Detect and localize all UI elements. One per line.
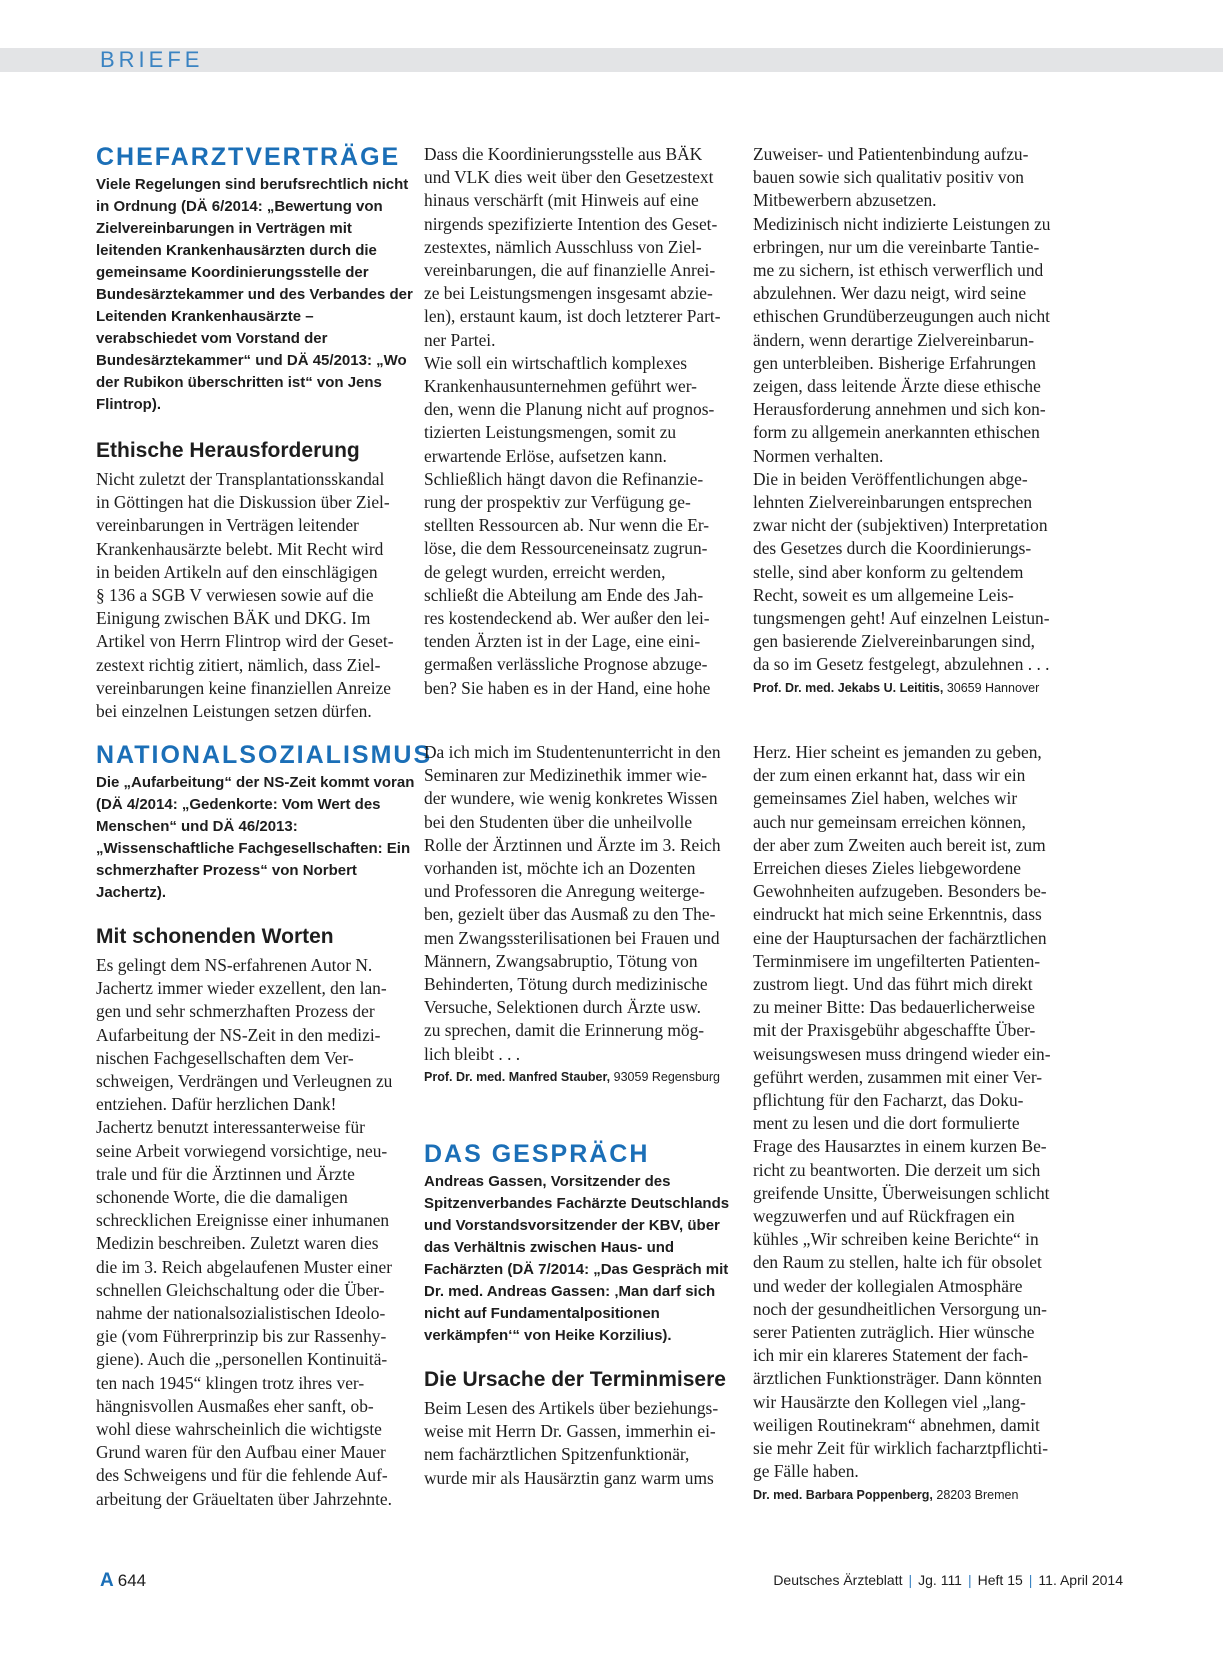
author-place: 30659 Hannover: [946, 680, 1040, 695]
article-chefarztvertraege-col3: [753, 143, 1075, 697]
author-name: Prof. Dr. med. Jekabs U. Leititis,: [753, 680, 944, 695]
letter-title: Ethische Herausforderung: [96, 439, 360, 462]
separator: |: [967, 1572, 972, 1588]
author-name: Prof. Dr. med. Manfred Stauber,: [424, 1069, 611, 1084]
article-chefarztvertraege-col2: [424, 143, 746, 700]
letter-title: Die Ursache der Terminmisere: [424, 1368, 726, 1391]
intro-text: Andreas Gassen, Vorsitzender des Spitzenverbandes Fachärzte Deutschlands und Vorstandsvorsitzender der KBV, über das Verhältnis zwischen Haus- und Fachärzten (DÄ 7/2014: „Das Gespräch mit Dr. med. Andreas Gassen: ‚Man darf sich nicht auf Fundamentalpositionen verkämpfen‘“ von Heike Korzilius).: [424, 1173, 730, 1344]
issue-date: 11. April 2014: [1038, 1572, 1123, 1588]
article-chefarztvertraege-intro: [96, 142, 418, 723]
letter-text: Dass die Koordinierungsstelle aus BÄK und VLK dies weit über den Gesetzestext hinaus verschärft (mit Hinweis auf eine nirgends spezifizierte Intention des Geset- zestextes, nämlich Ausschluss von Ziel- vereinbarungen, die auf finanzielle Anrei- ze bei Leistungsmengen insgesamt abzie- len), erstaunt kaum, ist doch letzterer Part- ner Partei. Wie soll ein wirtschaftlich komplexes Krankenhausunternehmen geführt wer- den, wenn die Planung nicht auf prognos- tizierten Leistungsmengen, somit zu erwartende Erlöse, aufsetzen kann. Schließlich hängt davon die Refinanzie- rung der prospektiv zur Verfügung ge- stellten Ressourcen ab. Nur wenn die Er- löse, die dem Ressourceneinsatz zugrun- de gelegt wurden, erreicht werden, schließt die Abteilung am Ende des Jah- res kostendeckend ab. Wer außer den lei- tenden Ärzten ist in der Lage, eine eini- germaßen verlässliche Prognose abzuge- ben? Sie haben es in der Hand, eine hohe: [424, 144, 721, 698]
author-place: 28203 Bremen: [936, 1487, 1019, 1502]
separator: |: [1028, 1572, 1033, 1588]
topic-heading: DAS GESPRÄCH: [424, 1140, 650, 1168]
section-label: BRIEFE: [100, 47, 204, 72]
signature: [753, 1486, 1075, 1504]
article-nationalsozialismus-intro: [96, 740, 433, 1511]
article-nationalsozialismus-col2: [424, 741, 746, 1086]
author-place: 93059 Regensburg: [613, 1069, 720, 1084]
intro-text: Viele Regelungen sind berufsrechtlich nicht in Ordnung (DÄ 6/2014: „Bewertung von Zielvereinbarungen in Verträgen mit leitenden Krankenhausärzten durch die gemeinsame Koordinierungsstelle der Bundesärztekammer und des Verbandes der Leitenden Krankenhausärzte – verabschiedet vom Vorstand der Bundesärztekammer“ und DÄ 45/2013: „Wo der Rubikon überschritten ist“ von Jens Flintrop).: [96, 176, 413, 413]
volume: Jg. 111: [918, 1572, 962, 1588]
letter-text: Herz. Hier scheint es jemanden zu geben, der zum einen erkannt hat, dass wir ein gemeinsames Ziel haben, welches wir auch nur gemeinsam erreichen können, der aber zum Zweiten auch bereit ist, zum Erreichen dieses Zieles liebgewordene Gewohnheiten aufzugeben. Besonders be- eindruckt hat mich seine Erkenntnis, dass eine der Hauptursachen der fachärztlichen Terminmisere im ungefilterten Patienten- zustrom liegt. Und das führt mich direkt zu meiner Bitte: Das bedauerlicherweise mit der Praxisgebühr abgeschaffte Über- weisungswesen muss dringend wieder ein- geführt werden, zusammen mit einer Ver- pflichtung für den Facharzt, das Doku- ment zu lesen und die dort formulierte Frage des Hausarztes in einem kurzen Be- richt zu beantworten. Die derzeit um sich greifende Unsitte, Überweisungen schlicht wegzuwerfen und auf Rückfragen ein kühles „Wir schreiben keine Berichte“ in den Raum zu stellen, halte ich für obsolet und weder der kollegialen Atmosphäre noch der gesundheitlichen Versorgung un- serer Patienten zuträglich. Hier wünsche ich mir ein klareres Statement der fach- ärztlichen Funktionsträger. Dann könnten wir Hausärzte den Kollegen viel „lang- weiligen Routinekram“ abnehmen, damit sie mehr Zeit für wirklich facharztpflichti- ge Fälle haben.: [753, 742, 1051, 1482]
page-number-value: 644: [117, 1571, 147, 1590]
signature: [753, 679, 1075, 697]
page-number: [100, 1570, 146, 1592]
page-letter: A: [100, 1570, 114, 1591]
issue: Heft 15: [977, 1572, 1023, 1588]
article-das-gespraech-col3: [753, 741, 1075, 1504]
signature: [424, 1068, 746, 1086]
letter-text: Es gelingt dem NS-erfahrenen Autor N. Jachertz immer wieder exzellent, den lan- gen und sehr schmerzhaften Prozess der Aufarbeitung der NS-Zeit in den medizi- nischen Fachgesellschaften dem Ver- schweigen, Verdrängen und Verleugnen zu entziehen. Dafür herzlichen Dank! Jachertz benutzt interessanterweise für seine Arbeit vorwiegend vorsichtige, neu- trale und für die Ärztinnen und Ärzte schonende Worte, die die damaligen schrecklichen Ereignisse einer inhumanen Medizin beschreiben. Zuletzt waren dies die im 3. Reich abgelaufenen Muster einer schnellen Gleichschaltung oder die Über- nahme der nationalsozialistischen Ideolo- gie (vom Führerprinzip bis zur Rassenhy- giene). Auch die „personellen Kontinuitä- ten nach 1945“ klingen trotz ihres ver- hängnisvollen Ausmaßes eher sanft, ob- wohl diese wahrscheinlich die wichtigste Grund waren für den Aufbau einer Mauer des Schweigens und für die fehlende Auf- arbeitung der Gräueltaten über Jahrzehnte.: [96, 955, 393, 1509]
topic-heading: CHEFARZTVERTRÄGE: [96, 143, 401, 171]
journal-name: Deutsches Ärzteblatt: [773, 1572, 903, 1588]
author-name: Dr. med. Barbara Poppenberg,: [753, 1487, 933, 1502]
letter-text: Da ich mich im Studentenunterricht in den Seminaren zur Medizinethik immer wie- der wundere, wie wenig konkretes Wissen bei den Studenten über die unheilvolle Rolle der Ärztinnen und Ärzte im 3. Reich vorhanden ist, möchte ich an Dozenten und Professoren die Anregung weiterge- ben, gezielt über das Ausmaß zu den The- men Zwangssterilisationen bei Frauen und Männern, Zwangsabruptio, Tötung von Behinderten, Tötung durch medizinische Versuche, Selektionen durch Ärzte usw. zu sprechen, damit die Erinnerung mög- lich bleibt . . .: [424, 742, 721, 1064]
journal-footer: [773, 1572, 1123, 1588]
letter-text: Nicht zuletzt der Transplantationsskandal in Göttingen hat die Diskussion über Ziel- vereinbarungen in Verträgen leitender Krankenhausärzte belebt. Mit Recht wird in beiden Artikeln auf den einschlägigen § 136 a SGB V verwiesen sowie auf die Einigung zwischen BÄK und DKG. Im Artikel von Herrn Flintrop wird der Geset- zestext richtig zitiert, nämlich, dass Ziel- vereinbarungen keine finanziellen Anreize bei einzelnen Leistungen setzen dürfen.: [96, 469, 394, 722]
topic-heading: NATIONALSOZIALISMUS: [96, 741, 433, 769]
letter-title: Mit schonenden Worten: [96, 925, 334, 948]
letter-text: Zuweiser- und Patientenbindung aufzu- bauen sowie sich qualitativ positiv von Mitbewerbern abzusetzen. Medizinisch nicht indizierte Leistungen zu erbringen, nur um die vereinbarte Tantie- me zu sichern, ist ethisch verwerflich und abzulehnen. Wer dazu neigt, wird seine ethischen Grundüberzeugungen auch nicht ändern, wenn derartige Zielvereinbarun- gen unterbleiben. Bisherige Erfahrungen zeigen, dass leitende Ärzte diese ethische Herausforderung annehmen und sich kon- form zu allgemein anerkannten ethischen Normen verhalten. Die in beiden Veröffentlichungen abge- lehnten Zielvereinbarungen entsprechen zwar nicht der (subjektiven) Interpretation des Gesetzes durch die Koordinierungs- stelle, sind aber konform zu geltendem Recht, soweit es um allgemeine Leis- tungsmengen geht! Auf einzelnen Leistun- gen basierende Zielvereinbarungen sind, da so im Gesetz festgelegt, abzulehnen . . .: [753, 144, 1051, 675]
separator: |: [908, 1572, 913, 1588]
letter-text: Beim Lesen des Artikels über beziehungs- weise mit Herrn Dr. Gassen, immerhin ei- nem fachärztlichen Spitzenfunktionär, wurde mir als Hausärztin ganz warm ums: [424, 1398, 719, 1488]
article-das-gespraech-intro: [424, 1139, 746, 1490]
intro-text: Die „Aufarbeitung“ der NS-Zeit kommt voran (DÄ 4/2014: „Gedenkorte: Vom Wert des Menschen“ und DÄ 46/2013: „Wissenschaftliche Fachgesellschaften: Ein schmerzhafter Prozess“ von Norbert Jachertz).: [96, 774, 415, 901]
